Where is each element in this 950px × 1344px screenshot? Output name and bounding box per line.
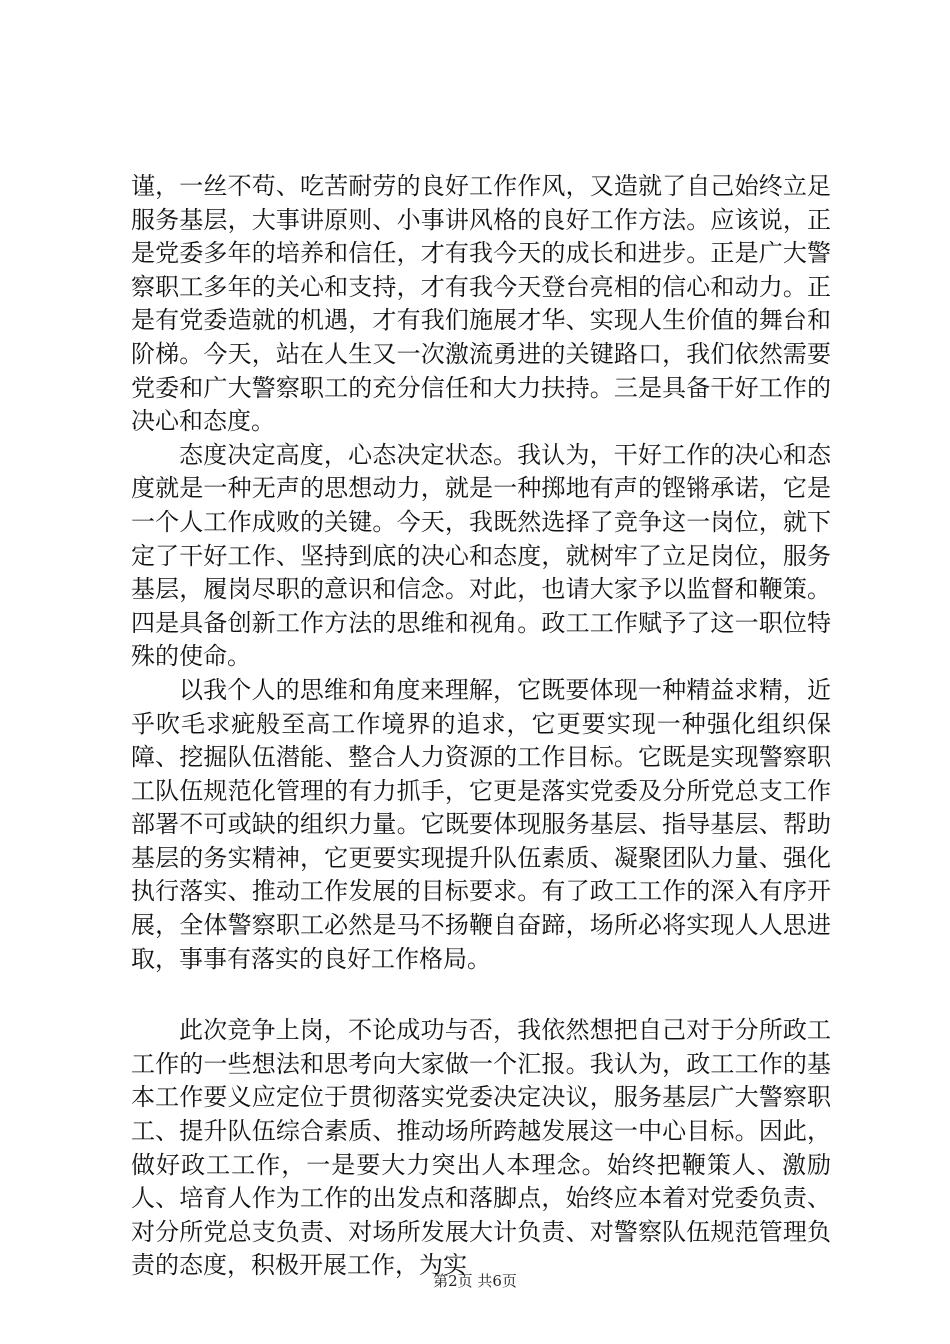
paragraph-1: 谨，一丝不苟、吃苦耐劳的良好工作作风，又造就了自己始终立足服务基层，大事讲原则、小事讲风格的良好工作方法。应该说，正是党委多年的培养和信任，才有我今天的成长和进步。正是广大警察职工多年的关心和支持，才有我今天登台亮相的信心和动力。正是有党委造就的机遇，才有我们施展才华、实现人生价值的舞台和阶梯。今天，站在人生又一次激流勇进的关键路口，我们依然需要党委和广大警察职工的充分信任和大力扶持。三是具备干好工作的决心和态度。 — [131, 172, 831, 436]
paragraph-3: 以我个人的思维和角度来理解，它既要体现一种精益求精，近乎吹毛求疵般至高工作境界的追求，它更要实现一种强化组织保障、挖掘队伍潜能、整合人力资源的工作目标。它既是实现警察职工队伍规范化管理的有力抓手，它更是落实党委及分所党总支工作部署不可或缺的组织力量。它既要体现服务基层、指导基层、帮助基层的务实精神，它更要实现提升队伍素质、凝聚团队力量、强化执行落实、推动工作发展的目标要求。有了政工工作的深入有序开展，全体警察职工必然是马不扬鞭自奋蹄，场所必将实现人人思进取，事事有落实的良好工作格局。 — [131, 675, 831, 973]
paragraph-4: 此次竞争上岗，不论成功与否，我依然想把自己对于分所政工工作的一些想法和思考向大家做一个汇报。我认为，政工工作的基本工作要义应定位于贯彻落实党委决定决议，服务基层广大警察职工、提升队伍综合素质、推动场所跨越发展这一中心目标。因此，做好政工工作，一是要大力突出人本理念。始终把鞭策人、激励人、培育人作为工作的出发点和落脚点，始终应本着对党委负责、对分所党总支负责、对场所发展大计负责、对警察队伍规范管理负责的态度，积极开展工作，为实 — [131, 1016, 831, 1280]
paragraph-2: 态度决定高度，心态决定状态。我认为，干好工作的决心和态度就是一种无声的思想动力，就是一种掷地有声的铿锵承诺，它是一个人工作成败的关键。今天，我既然选择了竞争这一岗位，就下定了干好工作、坚持到底的决心和态度，就树牢了立足岗位，服务基层，履岗尽职的意识和信念。对此，也请大家予以监督和鞭策。四是具备创新工作方法的思维和视角。政工工作赋予了这一职位特殊的使命。 — [131, 440, 831, 671]
paragraph-spacer — [131, 976, 831, 1014]
document-body — [131, 170, 831, 1283]
page-footer: 第2页 共6页 — [433, 1272, 517, 1290]
